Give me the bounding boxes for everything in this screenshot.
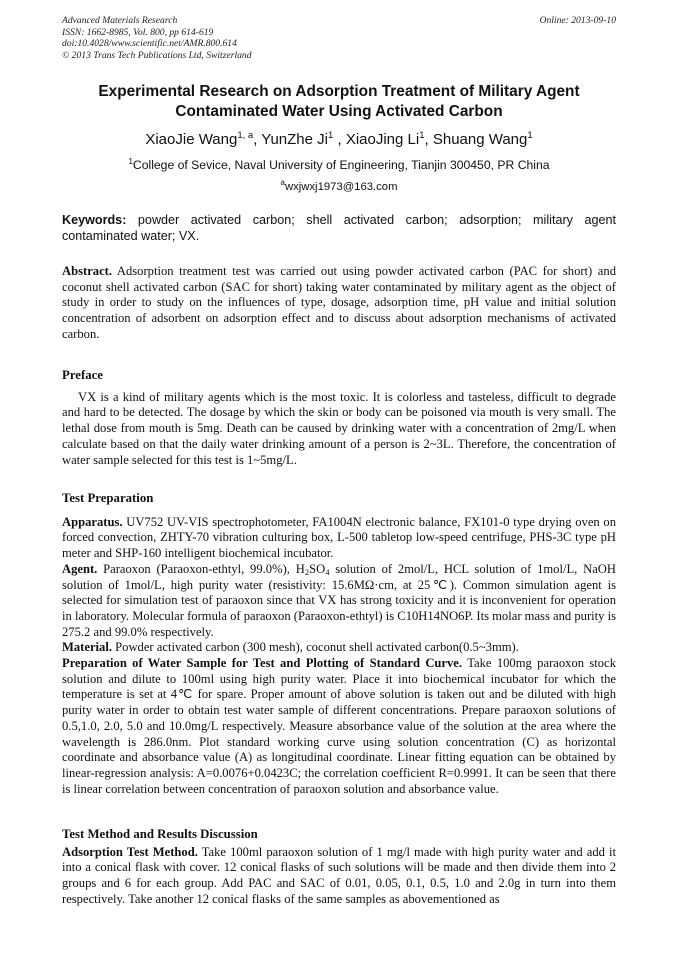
apparatus-paragraph [62,515,616,562]
material-paragraph [62,640,616,656]
agent-paragraph [62,562,616,641]
author-separator: , [333,131,346,148]
author-name: Shuang Wang [432,131,528,148]
author-name: XiaoJie Wang [145,131,238,148]
test-preparation-heading: Test Preparation [62,491,154,505]
author-separator: , [253,131,262,148]
copyright-line: © 2013 Trans Tech Publications Ltd, Switzerland [62,49,252,61]
author-email [62,180,616,195]
author-name: XiaoJing Li [345,131,420,148]
preface-heading: Preface [62,368,103,382]
online-date: Online: 2013-09-10 [539,15,616,26]
author-list [62,130,616,150]
email-superscript: a [280,178,285,187]
agent-subscript: 4 [325,566,330,577]
email-text: wxjwxj1973@163.com [284,181,398,193]
agent-text-a: Paraoxon (Paraoxon-ethtyl, 99.0%), H [97,561,305,576]
abstract-label: Abstract. [62,264,113,278]
method-heading: Test Method and Results Discussion [62,827,258,841]
preparation-paragraph [62,656,616,797]
author-name: YunZhe Ji [261,131,328,148]
adsorption-method-label: Adsorption Test Method. [62,844,198,859]
apparatus-text: UV752 UV-VIS spectrophotometer, FA1004N electronic balance, FX101-0 type drying oven on forced convection, ZHTY-70 vibration culturing box, L-500 tabletop low-speed centrifuge, PHS-3C type pH meter and SHP-160 intelligent biochemical incubator. [62,514,616,561]
author-superscript: 1 [419,130,425,141]
title-line-2: Contaminated Water Using Activated Carbon [175,103,503,120]
author-superscript: 1, a [237,130,254,141]
keywords-text: powder activated carbon; shell activated carbon; adsorption; military agent contaminated water; VX. [62,213,616,243]
author-superscript: 1 [527,130,533,141]
journal-header [62,15,616,61]
agent-text-b: SO [309,561,326,576]
abstract-text: Adsorption treatment test was carried out using powder activated carbon (PAC for short) and coconut shell activated carbon (SAC for short) taking water contaminated by military agent as the object of study in order to study on the influences of type, dosage, adsorption time, pH value and initial solution concentration of adsorbent on adsorption effect and to discuss about adsorption mechanisms of activated carbon. [62,264,616,341]
preparation-label: Preparation of Water Sample for Test and Plotting of Standard Curve. [62,656,463,671]
method-section [62,827,616,908]
adsorption-method-text: Take 100ml paraoxon solution of 1 mg/l made with high purity water and add it into a conical flask with cover. 12 conical flasks of such solutions will be made and then divide them into 2 groups and 6 for each group. Add PAC and SAC of 0.01, 0.05, 0.1, 0.5, 1.0 and 2.0g in turn into them respectively. Take another 12 conical flasks of the same samples as abovementioned as [62,844,616,906]
test-preparation-section [62,491,616,797]
affiliation [62,157,616,173]
author-superscript: 1 [328,130,334,141]
agent-label: Agent. [62,561,98,576]
adsorption-method-paragraph [62,845,616,908]
keywords [62,213,616,244]
affiliation-superscript: 1 [128,157,133,166]
author-separator: , [424,131,433,148]
agent-subscript: 2 [304,566,310,577]
material-text: Powder activated carbon (300 mesh), coconut shell activated carbon(0.5~3mm). [112,640,519,655]
material-label: Material. [62,640,112,655]
preparation-text: Take 100mg paraoxon stock solution and dilute to 100ml using high purity water. Place it into biochemical incubator for which the temperature is set at 4℃ for spare. Proper amount of above solution is taken out and be diluted with high purity water in order to obtain test water sample of different concentrations. Prepare paraoxon solutions of 0.5,1.0, 2.0, 5.0 and 10.0mg/L respectively. Measure absorbance value of the solution at the area where the wavelength is 286.0nm. Plot standard working curve using solution concentration (C) as horizontal coordinate and absorbance value (A) as longitudinal coordinate. Linear fitting equation can be obtained by linear-regression analysis: A=0.0076+0.0423C; the correlation coefficient R=0.9991. It can be seen that there is linear correlation between concentration of paraoxon solution and absorbance value. [62,656,616,796]
title-line-1: Experimental Research on Adsorption Treatment of Military Agent [98,83,580,100]
keywords-label: Keywords: [62,213,127,227]
preface-text: VX is a kind of military agents which is the most toxic. It is colorless and tasteless, difficult to degrade and hard to be detected. The dosage by which the skin or body can be poisoned via mouth is very small. The lethal dose from mouth is 5mg. Death can be caused by drinking water with a concentration of 2mg/L when calculate based on that the daily water drinking amount of a person is 2~3L. Therefore, the concentration of water sample selected for this test is 1~5mg/L. [62,389,616,467]
agent-text-c: solution of 2mol/L, HCL solution of 1mol/L, NaOH solution of 1mol/L, high purity water (resistivity: 15.6MΩ·cm, at 25℃). Common simulation agent is selected for simulation test of paraoxon since that VX has strong toxicity and it is inconvenient for operation in laboratory. Molecular formula of paraoxon (Paraoxon-ethtyl) is C10H14NO6P. Its molar mass and purity is 275.2 and 99.0% respectively. [62,561,616,639]
apparatus-label: Apparatus. [62,514,123,529]
issn-line: ISSN: 1662-8985, Vol. 800, pp 614-619 [62,26,214,38]
paper-title [62,82,616,122]
journal-name: Advanced Materials Research [62,15,178,26]
abstract [62,264,616,343]
preface-section [62,368,616,468]
affiliation-text: College of Sevice, Naval University of Engineering, Tianjin 300450, PR China [132,158,550,172]
doi-line: doi:10.4028/www.scientific.net/AMR.800.614 [62,38,237,50]
